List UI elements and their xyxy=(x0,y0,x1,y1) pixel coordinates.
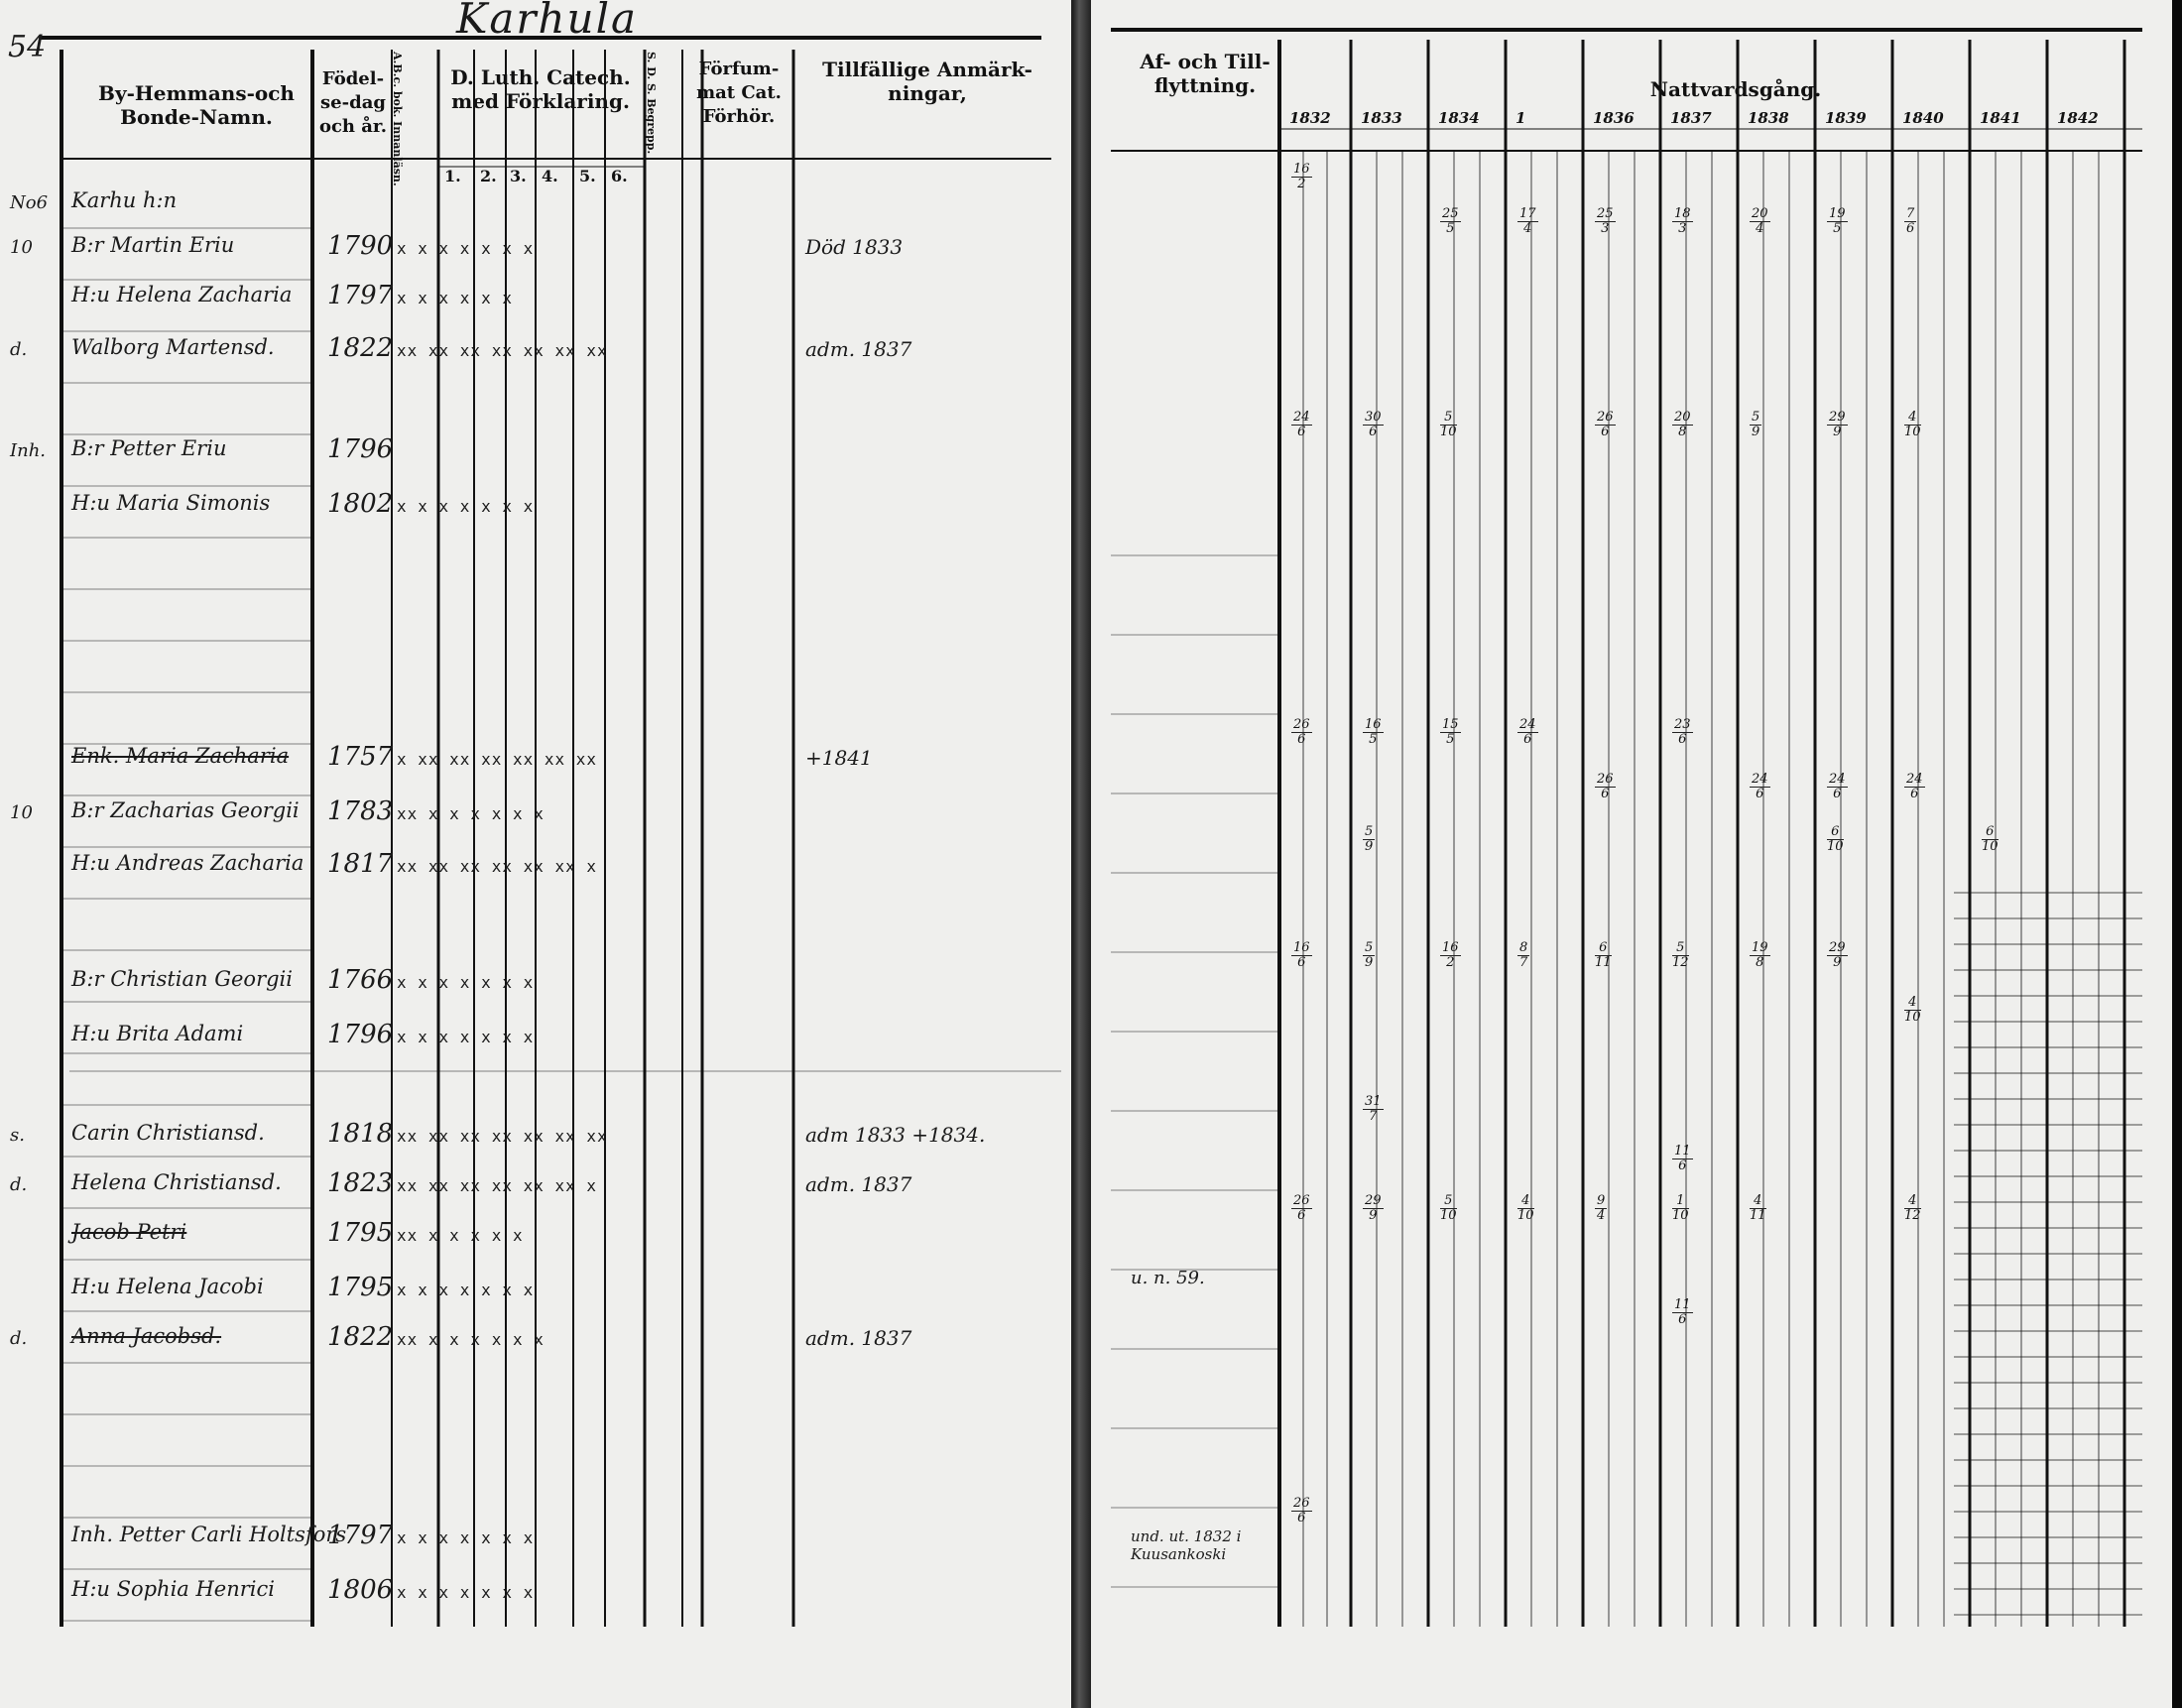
communion-date xyxy=(1672,1194,1689,1223)
row-prefix: Inh. xyxy=(10,440,47,461)
communion-date xyxy=(1595,941,1612,970)
communion-month: 10 xyxy=(1904,1010,1921,1025)
birth-year: 1796 xyxy=(327,434,394,464)
communion-month: 10 xyxy=(1672,1208,1689,1223)
year-label-7: 1839 xyxy=(1825,109,1867,127)
communion-month: 5 xyxy=(1369,732,1378,747)
header-birth: Födel-se-dag och år. xyxy=(318,68,388,137)
communion-date xyxy=(1595,411,1616,439)
catechism-marks: xx x x x x x x xyxy=(397,804,545,823)
communion-day: 24 xyxy=(1752,772,1768,787)
birth-year: 1783 xyxy=(327,796,394,826)
communion-month: 6 xyxy=(1297,732,1306,747)
communion-month: 8 xyxy=(1678,425,1687,439)
communion-date xyxy=(1517,718,1538,747)
person-name: Karhu h:n xyxy=(71,188,178,212)
communion-month: 11 xyxy=(1750,1208,1766,1223)
catechism-marks: x x x x x x x xyxy=(397,239,535,258)
communion-day: 26 xyxy=(1597,410,1614,425)
communion-date xyxy=(1363,1095,1384,1124)
communion-month: 6 xyxy=(1601,425,1610,439)
birth-year: 1795 xyxy=(327,1273,394,1302)
communion-date xyxy=(1291,1194,1312,1223)
communion-date xyxy=(1904,411,1921,439)
communion-day: 29 xyxy=(1365,1193,1382,1208)
communion-day: 18 xyxy=(1674,206,1691,221)
communion-date xyxy=(1904,996,1921,1025)
communion-day: 8 xyxy=(1519,940,1528,955)
year-label-0: 1832 xyxy=(1289,109,1331,127)
page-number: 54 xyxy=(8,30,47,64)
person-name: B:r Christian Georgii xyxy=(71,967,293,991)
catechism-marks: x x x x x x x xyxy=(397,1583,535,1602)
person-name: Walborg Martensd. xyxy=(71,335,275,359)
communion-day: 20 xyxy=(1752,206,1768,221)
communion-day: 4 xyxy=(1517,1194,1534,1209)
communion-day: 7 xyxy=(1906,206,1915,221)
communion-day: 4 xyxy=(1904,996,1921,1011)
communion-date xyxy=(1982,825,1999,854)
communion-date xyxy=(1517,941,1529,970)
year-label-9: 1841 xyxy=(1980,109,2021,127)
person-name: H:u Brita Adami xyxy=(71,1022,244,1045)
remark: adm 1833 +1834. xyxy=(805,1123,986,1147)
row-prefix: 10 xyxy=(10,237,33,258)
communion-date xyxy=(1904,773,1925,801)
person-name: Enk. Maria Zacharia xyxy=(71,744,290,768)
communion-date xyxy=(1904,1194,1921,1223)
catechism-marks: xx xx xx xx xx xx x xyxy=(397,1176,598,1195)
communion-month: 6 xyxy=(1756,787,1764,801)
communion-date xyxy=(1440,1194,1457,1223)
communion-day: 26 xyxy=(1293,717,1310,732)
communion-month: 3 xyxy=(1601,221,1610,236)
communion-day: 6 xyxy=(1982,825,1999,840)
person-name: B:r Martin Eriu xyxy=(71,233,235,257)
year-label-10: 1842 xyxy=(2057,109,2099,127)
remark: adm. 1837 xyxy=(805,1172,912,1196)
communion-date xyxy=(1440,411,1457,439)
communion-date xyxy=(1363,825,1375,854)
communion-day: 25 xyxy=(1597,206,1614,221)
communion-day: 26 xyxy=(1293,1193,1310,1208)
birth-year: 1790 xyxy=(327,231,394,261)
catechism-marks: x xx xx xx xx xx xx xyxy=(397,750,598,769)
birth-year: 1802 xyxy=(327,489,394,519)
communion-day: 20 xyxy=(1674,410,1691,425)
communion-day: 6 xyxy=(1595,941,1612,956)
communion-day: 5 xyxy=(1440,1194,1457,1209)
communion-day: 5 xyxy=(1365,940,1374,955)
header-abc: A.B.c. bok. Innanläsn. xyxy=(391,52,404,186)
communion-month: 9 xyxy=(1369,1208,1378,1223)
communion-day: 30 xyxy=(1365,410,1382,425)
communion-date xyxy=(1440,207,1461,236)
communion-month: 6 xyxy=(1678,1312,1687,1327)
communion-date xyxy=(1672,1145,1693,1173)
catechism-subcolumn-1: 1. xyxy=(444,167,461,185)
communion-date xyxy=(1827,941,1848,970)
communion-month: 6 xyxy=(1906,221,1915,236)
person-name: B:r Zacharias Georgii xyxy=(71,798,300,822)
year-label-5: 1837 xyxy=(1670,109,1712,127)
communion-day: 29 xyxy=(1829,940,1846,955)
communion-day: 19 xyxy=(1752,940,1768,955)
catechism-marks: xx x x x x x xyxy=(397,1226,524,1245)
communion-date xyxy=(1363,1194,1384,1223)
communion-month: 4 xyxy=(1756,221,1764,236)
birth-year: 1796 xyxy=(327,1020,394,1049)
header-remarks: Tillfällige Anmärk-ningar, xyxy=(822,58,1032,105)
communion-date xyxy=(1291,1497,1312,1525)
birth-year: 1757 xyxy=(327,742,394,772)
catechism-subcolumn-3: 3. xyxy=(510,167,527,185)
communion-month: 6 xyxy=(1297,955,1306,970)
communion-date xyxy=(1291,941,1312,970)
communion-day: 24 xyxy=(1293,410,1310,425)
communion-month: 6 xyxy=(1678,1159,1687,1173)
remark: +1841 xyxy=(805,746,873,770)
communion-month: 6 xyxy=(1678,732,1687,747)
row-prefix: d. xyxy=(10,1328,28,1349)
communion-date xyxy=(1750,411,1761,439)
person-name: Inh. Petter Carli Holtsfors xyxy=(71,1523,347,1546)
birth-year: 1797 xyxy=(327,1521,394,1550)
communion-day: 29 xyxy=(1829,410,1846,425)
person-name: Jacob Petri xyxy=(71,1220,187,1244)
communion-day: 4 xyxy=(1904,1194,1921,1209)
communion-month: 9 xyxy=(1365,839,1374,854)
right-ruling xyxy=(1091,0,2172,1708)
communion-month: 6 xyxy=(1523,732,1532,747)
communion-month: 10 xyxy=(1440,425,1457,439)
year-label-8: 1840 xyxy=(1902,109,1944,127)
communion-month: 6 xyxy=(1297,425,1306,439)
book-gutter xyxy=(1071,0,1091,1708)
header-catechism: D. Luth. Catech. med Förklaring. xyxy=(450,65,631,113)
communion-date xyxy=(1363,718,1384,747)
communion-date xyxy=(1291,411,1312,439)
person-name: H:u Helena Zacharia xyxy=(71,283,293,306)
person-name: Helena Christiansd. xyxy=(71,1170,282,1194)
row-prefix: d. xyxy=(10,339,28,360)
communion-day: 5 xyxy=(1752,410,1760,425)
person-name: H:u Sophia Henrici xyxy=(71,1577,275,1601)
communion-day: 24 xyxy=(1519,717,1536,732)
communion-date xyxy=(1440,718,1461,747)
communion-day: 26 xyxy=(1293,1496,1310,1511)
birth-year: 1766 xyxy=(327,965,394,995)
left-page xyxy=(0,0,1073,1708)
communion-date xyxy=(1291,718,1312,747)
communion-day: 5 xyxy=(1672,941,1689,956)
birth-year: 1822 xyxy=(327,1322,394,1352)
birth-year: 1806 xyxy=(327,1575,394,1605)
person-name: H:u Maria Simonis xyxy=(71,491,271,515)
communion-day: 23 xyxy=(1674,717,1691,732)
communion-date xyxy=(1672,1298,1693,1327)
communion-month: 6 xyxy=(1369,425,1378,439)
communion-day: 16 xyxy=(1442,940,1459,955)
row-prefix: s. xyxy=(10,1125,25,1146)
communion-month: 6 xyxy=(1833,787,1842,801)
village-title: Karhula xyxy=(456,0,639,43)
catechism-marks: xx xx xx xx xx xx xx xyxy=(397,1127,608,1146)
header-sds: S. D. S. Begrepp. xyxy=(645,52,658,155)
moving-note-1: u. n. 59. xyxy=(1131,1268,1205,1288)
catechism-subcolumn-5: 5. xyxy=(579,167,596,185)
communion-day: 15 xyxy=(1442,717,1459,732)
communion-date xyxy=(1750,773,1770,801)
communion-month: 6 xyxy=(1297,1208,1306,1223)
communion-month: 12 xyxy=(1672,955,1689,970)
communion-month: 6 xyxy=(1601,787,1610,801)
catechism-marks: xx x x x x x x xyxy=(397,1330,545,1349)
communion-day: 5 xyxy=(1440,411,1457,426)
right-page xyxy=(1091,0,2172,1708)
communion-month: 10 xyxy=(1904,425,1921,439)
communion-month: 11 xyxy=(1595,955,1612,970)
communion-date xyxy=(1827,411,1848,439)
communion-day: 6 xyxy=(1827,825,1844,840)
person-name: Anna Jacobsd. xyxy=(71,1324,222,1348)
year-label-1: 1833 xyxy=(1361,109,1402,127)
communion-date xyxy=(1517,1194,1534,1223)
catechism-subcolumn-4: 4. xyxy=(542,167,558,185)
header-communion: Nattvardsgång. xyxy=(1649,77,1822,101)
communion-day: 24 xyxy=(1906,772,1923,787)
communion-month: 10 xyxy=(1440,1208,1457,1223)
catechism-subcolumn-6: 6. xyxy=(611,167,628,185)
communion-date xyxy=(1517,207,1538,236)
communion-date xyxy=(1672,411,1693,439)
row-prefix: 10 xyxy=(10,802,33,823)
communion-month: 9 xyxy=(1833,955,1842,970)
communion-day: 4 xyxy=(1750,1194,1766,1209)
catechism-subcolumn-2: 2. xyxy=(480,167,497,185)
communion-month: 9 xyxy=(1833,425,1842,439)
communion-date xyxy=(1595,207,1616,236)
remark: Död 1833 xyxy=(805,235,904,259)
communion-month: 4 xyxy=(1597,1208,1606,1223)
birth-year: 1818 xyxy=(327,1119,394,1149)
communion-month: 6 xyxy=(1297,1511,1306,1525)
communion-month: 3 xyxy=(1678,221,1687,236)
communion-month: 6 xyxy=(1910,787,1919,801)
communion-month: 7 xyxy=(1519,955,1528,970)
catechism-marks: x x x x x x x xyxy=(397,497,535,516)
communion-date xyxy=(1363,941,1375,970)
communion-month: 9 xyxy=(1365,955,1374,970)
communion-date xyxy=(1827,825,1844,854)
communion-date xyxy=(1595,773,1616,801)
year-label-4: 1836 xyxy=(1593,109,1635,127)
communion-date xyxy=(1672,207,1693,236)
communion-month: 8 xyxy=(1756,955,1764,970)
communion-day: 16 xyxy=(1293,940,1310,955)
birth-year: 1822 xyxy=(327,333,394,363)
person-name: Carin Christiansd. xyxy=(71,1121,265,1145)
communion-day: 26 xyxy=(1597,772,1614,787)
communion-day: 9 xyxy=(1597,1193,1606,1208)
communion-day: 11 xyxy=(1674,1144,1691,1159)
header-name: By-Hemmans-och Bonde-Namn. xyxy=(98,81,295,129)
communion-day: 16 xyxy=(1365,717,1382,732)
communion-month: 10 xyxy=(1982,839,1999,854)
catechism-marks: x x x x x x x xyxy=(397,973,535,992)
communion-day: 24 xyxy=(1829,772,1846,787)
birth-year: 1817 xyxy=(327,849,394,879)
catechism-marks: x x x x x x xyxy=(397,289,513,307)
communion-month: 5 xyxy=(1446,732,1455,747)
year-label-2: 1834 xyxy=(1438,109,1480,127)
remark: adm. 1837 xyxy=(805,337,912,361)
communion-day: 19 xyxy=(1829,206,1846,221)
catechism-marks: x x x x x x x xyxy=(397,1281,535,1299)
communion-month: 4 xyxy=(1523,221,1532,236)
communion-day: 31 xyxy=(1365,1094,1382,1109)
catechism-marks: x x x x x x x xyxy=(397,1528,535,1547)
header-moving: Af- och Till-flyttning. xyxy=(1140,50,1271,97)
communion-month: 2 xyxy=(1297,177,1306,191)
communion-date xyxy=(1440,941,1461,970)
catechism-marks: x x x x x x x xyxy=(397,1028,535,1046)
communion-date xyxy=(1827,773,1848,801)
communion-day: 4 xyxy=(1904,411,1921,426)
row-prefix: d. xyxy=(10,1174,28,1195)
communion-day: 11 xyxy=(1674,1297,1691,1312)
communion-month: 5 xyxy=(1446,221,1455,236)
communion-month: 12 xyxy=(1904,1208,1921,1223)
communion-month: 10 xyxy=(1827,839,1844,854)
catechism-marks: xx xx xx xx xx xx xx xyxy=(397,341,608,360)
communion-date xyxy=(1595,1194,1607,1223)
communion-date xyxy=(1363,411,1384,439)
communion-day: 5 xyxy=(1365,824,1374,839)
row-prefix: No6 xyxy=(10,192,49,213)
remark: adm. 1837 xyxy=(805,1326,912,1350)
communion-date xyxy=(1750,1194,1766,1223)
communion-date xyxy=(1750,941,1770,970)
communion-day: 1 xyxy=(1672,1194,1689,1209)
person-name: H:u Andreas Zacharia xyxy=(71,851,304,875)
person-name: B:r Petter Eriu xyxy=(71,436,227,460)
header-forsum: Förfum-mat Cat. Förhör. xyxy=(696,59,782,127)
communion-date xyxy=(1827,207,1848,236)
moving-note-2: und. ut. 1832 i Kuusankoski xyxy=(1131,1527,1242,1563)
communion-day: 25 xyxy=(1442,206,1459,221)
communion-date xyxy=(1672,941,1689,970)
catechism-marks: xx xx xx xx xx xx x xyxy=(397,857,598,876)
birth-year: 1797 xyxy=(327,281,394,310)
year-label-6: 1838 xyxy=(1748,109,1789,127)
birth-year: 1823 xyxy=(327,1168,394,1198)
communion-date xyxy=(1291,163,1312,191)
year-label-3: 1 xyxy=(1515,109,1526,127)
person-name: H:u Helena Jacobi xyxy=(71,1275,264,1298)
communion-month: 9 xyxy=(1752,425,1760,439)
communion-date xyxy=(1904,207,1916,236)
communion-day: 17 xyxy=(1519,206,1536,221)
birth-year: 1795 xyxy=(327,1218,394,1248)
communion-date xyxy=(1750,207,1770,236)
communion-date xyxy=(1672,718,1693,747)
communion-month: 7 xyxy=(1369,1109,1378,1124)
communion-month: 2 xyxy=(1446,955,1455,970)
communion-month: 10 xyxy=(1517,1208,1534,1223)
communion-month: 5 xyxy=(1833,221,1842,236)
communion-day: 16 xyxy=(1293,162,1310,177)
